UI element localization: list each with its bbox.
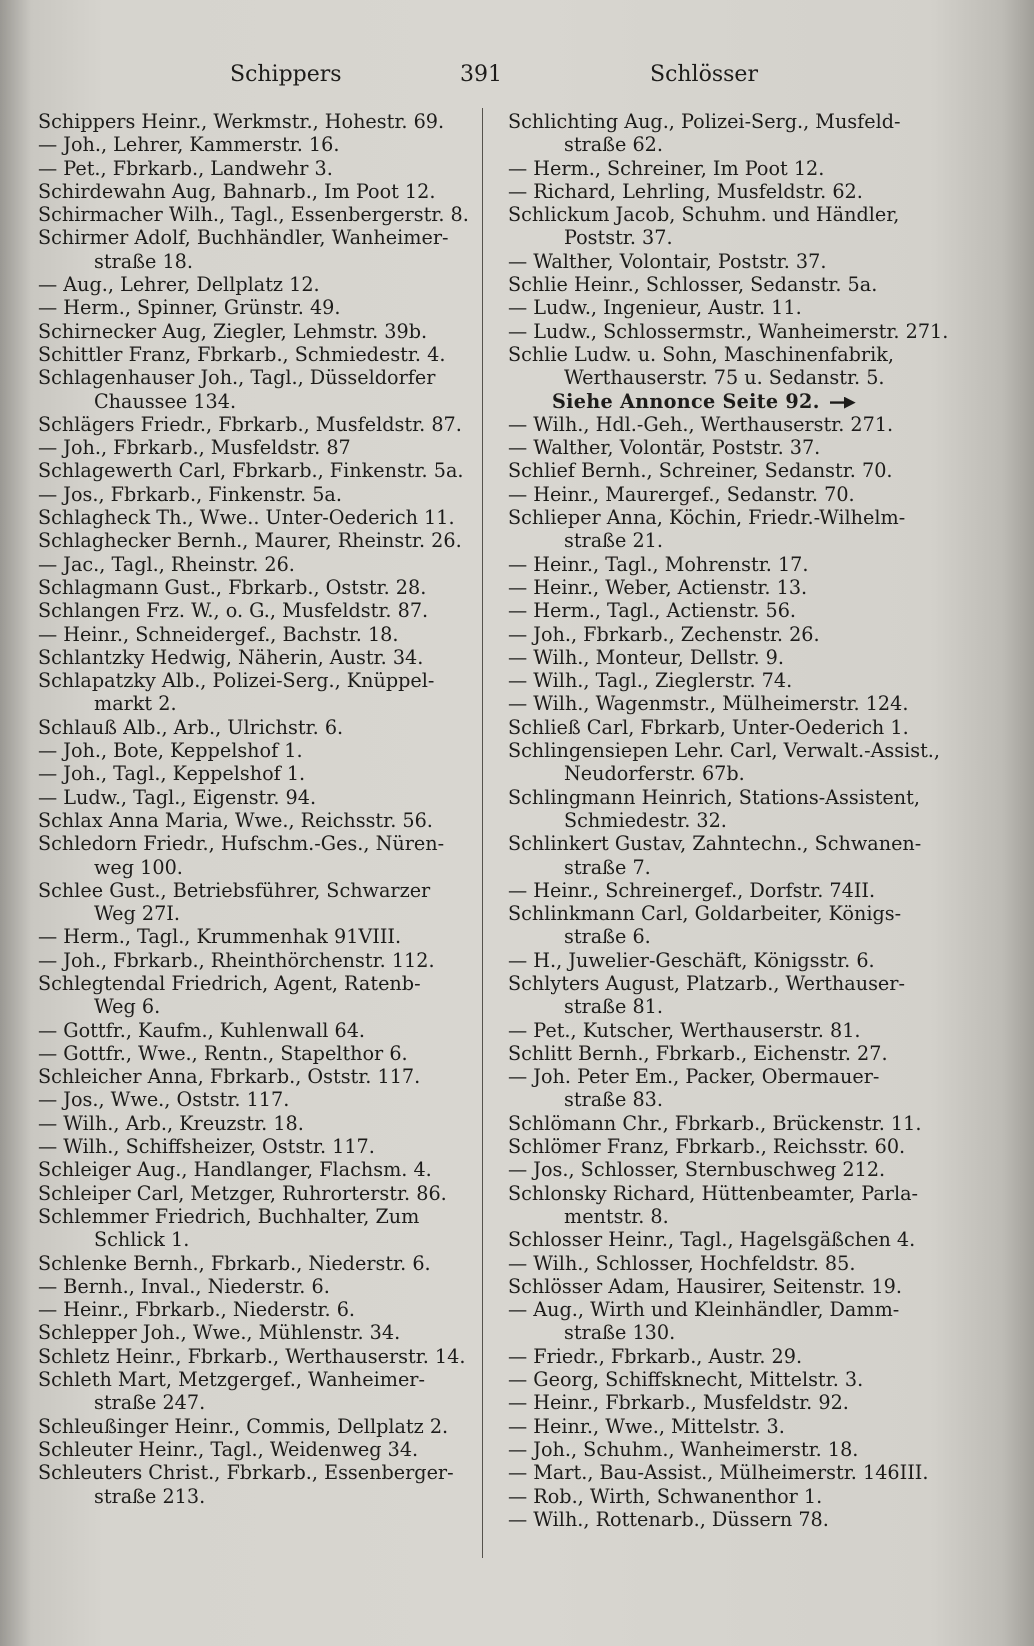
entry: Schlinkert Gustav, Zahntechn., Schwanen-: [508, 832, 922, 856]
entry: — Jos., Schlosser, Sternbuschweg 212.: [508, 1158, 886, 1182]
entry: Schlosser Heinr., Tagl., Hagelsgäßchen 4.: [508, 1228, 916, 1252]
entry-continuation: Weg 6.: [94, 995, 161, 1019]
entry-continuation: straße 81.: [564, 995, 663, 1019]
header-last-name: Schlösser: [650, 62, 758, 87]
entry: — Ludw., Schlossermstr., Wanheimerstr. 271.: [508, 319, 949, 343]
entry: — Joh., Fbrkarb., Rheinthörchenstr. 112.: [38, 948, 435, 972]
entry: Schleußinger Heinr., Commis, Dellplatz 2.: [38, 1414, 449, 1438]
entry-continuation: straße 83.: [564, 1088, 663, 1112]
pointing-hand-icon: [830, 397, 856, 409]
entry: Schlauß Alb., Arb., Ulrichstr. 6.: [38, 715, 344, 739]
entry: — Joh., Fbrkarb., Musfeldstr. 87: [38, 436, 351, 460]
entry: Schleuters Christ., Fbrkarb., Essenberger-: [38, 1461, 454, 1485]
entry: Schlagmann Gust., Fbrkarb., Oststr. 28.: [38, 575, 427, 599]
entry: — H., Juwelier-Geschäft, Königsstr. 6.: [508, 948, 875, 972]
entry-continuation: Poststr. 37.: [564, 226, 673, 250]
entry: — Aug., Wirth und Kleinhändler, Damm-: [508, 1298, 900, 1322]
entry-continuation: Chaussee 134.: [94, 389, 237, 413]
entry-continuation: straße 21.: [564, 529, 663, 553]
entry: Schleicher Anna, Fbrkarb., Oststr. 117.: [38, 1065, 421, 1089]
entry: — Herm., Spinner, Grünstr. 49.: [38, 296, 341, 320]
page-number: 391: [460, 62, 502, 87]
entry: — Wilh., Rottenarb., Düssern 78.: [508, 1507, 829, 1531]
entry: Schlaghecker Bernh., Maurer, Rheinstr. 26.: [38, 529, 462, 553]
entry: — Heinr., Tagl., Mohrenstr. 17.: [508, 552, 809, 576]
entry: — Jos., Fbrkarb., Finkenstr. 5a.: [38, 482, 342, 506]
entry-continuation: weg 100.: [94, 855, 183, 879]
entry: — Joh. Peter Em., Packer, Obermauer-: [508, 1065, 880, 1089]
entry: — Heinr., Wwe., Mittelstr. 3.: [508, 1414, 785, 1438]
entry: — Heinr., Maurergef., Sedanstr. 70.: [508, 482, 855, 506]
header-first-name: Schippers: [230, 62, 342, 87]
entry: Schlagheck Th., Wwe.. Unter-Oederich 11.: [38, 506, 455, 530]
entry: — Ludw., Ingenieur, Austr. 11.: [508, 296, 802, 320]
entry: Schletz Heinr., Fbrkarb., Werthauserstr. 14.: [38, 1344, 466, 1368]
entry: Schlapatzky Alb., Polizei-Serg., Knüppel-: [38, 669, 435, 693]
entry: — Joh., Lehrer, Kammerstr. 16.: [38, 133, 340, 157]
entry: — Wilh., Arb., Kreuzstr. 18.: [38, 1111, 304, 1135]
entry-continuation: Weg 27I.: [94, 902, 180, 926]
entry: — Wilh., Hdl.-Geh., Werthauserstr. 271.: [508, 412, 894, 436]
entry: — Joh., Tagl., Keppelshof 1.: [38, 762, 306, 786]
entry-continuation: straße 7.: [564, 855, 651, 879]
entry: Schlee Gust., Betriebsführer, Schwarzer: [38, 878, 431, 902]
entry-continuation: Werthauserstr. 75 u. Sedanstr. 5.: [564, 366, 885, 390]
entry: — Gottfr., Wwe., Rentn., Stapelthor 6.: [38, 1041, 408, 1065]
entry: Schlangen Frz. W., o. G., Musfeldstr. 87.: [38, 599, 429, 623]
entry: — Joh., Schuhm., Wanheimerstr. 18.: [508, 1437, 859, 1461]
entry-continuation: straße 130.: [564, 1321, 676, 1345]
left-column: [38, 110, 470, 1508]
entry: Schleiper Carl, Metzger, Ruhrorterstr. 86.: [38, 1181, 447, 1205]
entry: Schirmacher Wilh., Tagl., Essenbergerstr. 8.: [38, 203, 469, 227]
entry: — Walther, Volontair, Poststr. 37.: [508, 249, 827, 273]
entry-continuation: Neudorferstr. 67b.: [564, 762, 745, 786]
entry: Schlax Anna Maria, Wwe., Reichsstr. 56.: [38, 808, 433, 832]
entry: Schlömann Chr., Fbrkarb., Brückenstr. 11.: [508, 1111, 922, 1135]
entry: — Jos., Wwe., Oststr. 117.: [38, 1088, 290, 1112]
entry: Schlonsky Richard, Hüttenbeamter, Parla-: [508, 1181, 919, 1205]
entry: — Pet., Fbrkarb., Landwehr 3.: [38, 156, 333, 180]
entry: — Heinr., Fbrkarb., Musfeldstr. 92.: [508, 1391, 849, 1415]
entry: Schlinkmann Carl, Goldarbeiter, Königs-: [508, 902, 902, 926]
entry: Schlösser Adam, Hausirer, Seitenstr. 19.: [508, 1274, 902, 1298]
entry: — Wilh., Tagl., Zieglerstr. 74.: [508, 669, 793, 693]
entry-continuation: straße 6.: [564, 925, 651, 949]
entry: — Wilh., Monteur, Dellstr. 9.: [508, 645, 784, 669]
entry: — Richard, Lehrling, Musfeldstr. 62.: [508, 179, 863, 203]
entry: Schleth Mart, Metzgergef., Wanheimer-: [38, 1368, 425, 1392]
entry: Schlenke Bernh., Fbrkarb., Niederstr. 6.: [38, 1251, 431, 1275]
entry: — Joh., Bote, Keppelshof 1.: [38, 739, 303, 763]
entry: Schlyters August, Platzarb., Werthauser-: [508, 971, 905, 995]
entry: Schlickum Jacob, Schuhm. und Händler,: [508, 203, 900, 227]
column-divider: [482, 108, 483, 1558]
entry: — Jac., Tagl., Rheinstr. 26.: [38, 552, 295, 576]
entry: Schlitt Bernh., Fbrkarb., Eichenstr. 27.: [508, 1041, 888, 1065]
entry-continuation: mentstr. 8.: [564, 1204, 669, 1228]
entry: Schlägers Friedr., Fbrkarb., Musfeldstr. 87.: [38, 412, 462, 436]
entry-continuation: straße 62.: [564, 133, 663, 157]
entry-continuation: straße 247.: [94, 1391, 206, 1415]
entry: — Georg, Schiffsknecht, Mittelstr. 3.: [508, 1368, 864, 1392]
entry: Schlie Heinr., Schlosser, Sedanstr. 5a.: [508, 273, 878, 297]
entry: — Wilh., Schiffsheizer, Oststr. 117.: [38, 1135, 375, 1159]
entry: Schlief Bernh., Schreiner, Sedanstr. 70.: [508, 459, 893, 483]
entry-continuation: straße 18.: [94, 249, 193, 273]
entry-continuation: Schmiedestr. 32.: [564, 808, 727, 832]
entry: — Heinr., Weber, Actienstr. 13.: [508, 575, 808, 599]
entry: Schledorn Friedr., Hufschm.-Ges., Nüren-: [38, 832, 445, 856]
entry: Schlingmann Heinrich, Stations-Assistent,: [508, 785, 920, 809]
entry: — Aug., Lehrer, Dellplatz 12.: [38, 273, 320, 297]
entry: Schittler Franz, Fbrkarb., Schmiedestr. 4.: [38, 342, 446, 366]
entry: — Gottfr., Kaufm., Kuhlenwall 64.: [38, 1018, 366, 1042]
entry: Schirmer Adolf, Buchhändler, Wanheimer-: [38, 226, 449, 250]
entry: Schlingensiepen Lehr. Carl, Verwalt.-Assist.,: [508, 739, 941, 763]
entry: — Ludw., Tagl., Eigenstr. 94.: [38, 785, 317, 809]
entry: — Walther, Volontär, Poststr. 37.: [508, 436, 821, 460]
entry: — Joh., Fbrkarb., Zechenstr. 26.: [508, 622, 820, 646]
entry: Schleuter Heinr., Tagl., Weidenweg 34.: [38, 1437, 419, 1461]
advertisement-text: Siehe Annonce Seite 92.: [552, 389, 820, 413]
entry: Schippers Heinr., Werkmstr., Hohestr. 69.: [38, 110, 445, 133]
entry: — Herm., Schreiner, Im Poot 12.: [508, 156, 825, 180]
right-column: [508, 110, 948, 1531]
entry: Schlegtendal Friedrich, Agent, Ratenb-: [38, 971, 421, 995]
entry-continuation: straße 213.: [94, 1484, 206, 1508]
entry: — Heinr., Fbrkarb., Niederstr. 6.: [38, 1298, 356, 1322]
entry: Schirdewahn Aug, Bahnarb., Im Poot 12.: [38, 179, 436, 203]
entry: — Friedr., Fbrkarb., Austr. 29.: [508, 1344, 803, 1368]
entry-continuation: Schlick 1.: [94, 1228, 190, 1252]
entry: Schlie Ludw. u. Sohn, Maschinenfabrik,: [508, 342, 894, 366]
entry: — Herm., Tagl., Krummenhak 91VIII.: [38, 925, 402, 949]
entry: — Wilh., Wagenmstr., Mülheimerstr. 124.: [508, 692, 909, 716]
entry: — Herm., Tagl., Actienstr. 56.: [508, 599, 796, 623]
entry: Schirnecker Aug, Ziegler, Lehmstr. 39b.: [38, 319, 428, 343]
entry: — Pet., Kutscher, Werthauserstr. 81.: [508, 1018, 861, 1042]
entry: Schlepper Joh., Wwe., Mühlenstr. 34.: [38, 1321, 401, 1345]
entry: — Rob., Wirth, Schwanenthor 1.: [508, 1484, 823, 1508]
entry: Schlömer Franz, Fbrkarb., Reichsstr. 60.: [508, 1135, 906, 1159]
entry: — Heinr., Schneidergef., Bachstr. 18.: [38, 622, 399, 646]
entry: Schlemmer Friedrich, Buchhalter, Zum: [38, 1204, 420, 1228]
page-header: [60, 52, 990, 92]
entry: Schließ Carl, Fbrkarb, Unter-Oederich 1.: [508, 715, 909, 739]
entry: Schlagenhauser Joh., Tagl., Düsseldorfer: [38, 366, 436, 390]
entry: Schlichting Aug., Polizei-Serg., Musfeld-: [508, 110, 901, 133]
entry: Schlantzky Hedwig, Näherin, Austr. 34.: [38, 645, 424, 669]
entry: Schlieper Anna, Köchin, Friedr.-Wilhelm-: [508, 506, 906, 530]
entry: — Wilh., Schlosser, Hochfeldstr. 85.: [508, 1251, 856, 1275]
entry: — Bernh., Inval., Niederstr. 6.: [38, 1274, 330, 1298]
entry: — Mart., Bau-Assist., Mülheimerstr. 146III.: [508, 1461, 929, 1485]
entry: — Heinr., Schreinergef., Dorfstr. 74II.: [508, 878, 876, 902]
entry: Schlagewerth Carl, Fbrkarb., Finkenstr. 5a.: [38, 459, 464, 483]
entry-continuation: markt 2.: [94, 692, 177, 716]
advertisement-reference: [508, 390, 948, 413]
entry: Schleiger Aug., Handlanger, Flachsm. 4.: [38, 1158, 432, 1182]
